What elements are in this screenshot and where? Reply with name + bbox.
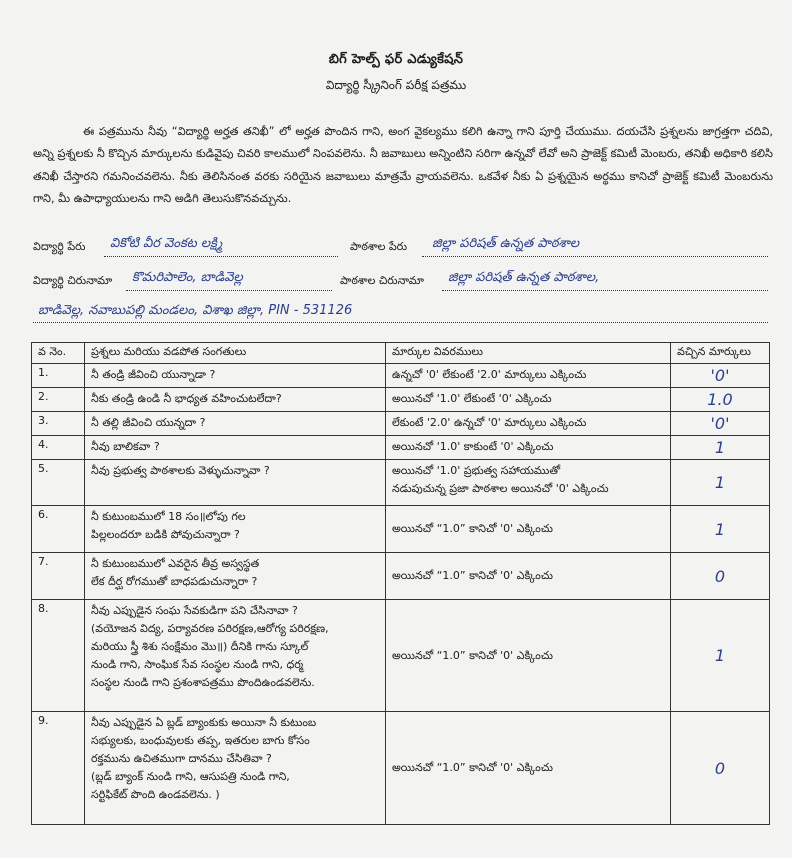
row-mark[interactable] bbox=[671, 436, 770, 460]
handwritten-mark: 1 bbox=[714, 519, 726, 539]
handwritten-mark: 1 bbox=[714, 646, 726, 665]
row-number: 4. bbox=[32, 436, 85, 460]
student-name-line bbox=[104, 256, 338, 257]
form-title: బిగ్ హెల్ప్ ఫర్ ఎడ్యుకేషన్ bbox=[328, 52, 464, 67]
row-number: 9. bbox=[32, 712, 85, 825]
school-name-value[interactable]: జిల్లా పరిషత్ ఉన్నత పాఠశాల bbox=[432, 236, 580, 251]
school-address-line bbox=[442, 290, 768, 291]
row-number: 3. bbox=[32, 412, 85, 436]
questions-table bbox=[31, 342, 770, 825]
header-mark-details: మార్కుల వివరములు bbox=[386, 343, 671, 364]
row-question: నీకు తండ్రి ఉండి నీ భాధ్యత వహించుటలేదా? bbox=[85, 388, 386, 412]
school-name-line bbox=[422, 256, 768, 257]
row-mark[interactable] bbox=[671, 388, 770, 412]
row-mark[interactable] bbox=[671, 460, 770, 506]
row-number: 5. bbox=[32, 460, 85, 506]
row-number: 7. bbox=[32, 553, 85, 600]
row-number: 8. bbox=[32, 600, 85, 712]
student-address-value[interactable]: కొమరిపాలెం, బాడివెల్ల bbox=[132, 270, 243, 285]
header-marks-obtained: వచ్చిన మార్కులు bbox=[671, 343, 770, 364]
school-address-label: పాఠశాల చిరునామా bbox=[340, 274, 424, 287]
table-row bbox=[32, 712, 770, 825]
student-address-line bbox=[126, 290, 332, 291]
row-question: నీ కుటుంబములో ఎవరైన తీవ్ర అస్వస్థత లేక దీర్ఘ రోగముతో బాధపడుచున్నారా ? bbox=[85, 553, 386, 600]
row-question: నీ తండ్రి జీవించి యున్నాడా ? bbox=[85, 364, 386, 388]
row-mark[interactable] bbox=[671, 506, 770, 553]
table-row bbox=[32, 388, 770, 412]
table-row bbox=[32, 436, 770, 460]
handwritten-mark: 1 bbox=[714, 438, 726, 457]
header-questions: ప్రశ్నలు మరియు వడపోత సంగతులు bbox=[85, 343, 386, 364]
row-criteria: లేకుంటే '2.0' ఉన్నచో '0' మార్కులు ఎక్కించు bbox=[386, 412, 671, 436]
student-address-label: విద్యార్థి చిరునామా bbox=[33, 274, 113, 287]
handwritten-mark: 1 bbox=[714, 473, 726, 492]
row-mark[interactable] bbox=[671, 553, 770, 600]
table-row bbox=[32, 600, 770, 712]
row-number: 1. bbox=[32, 364, 85, 388]
table-row bbox=[32, 460, 770, 506]
school-address-value[interactable]: జిల్లా పరిషత్ ఉన్నత పాఠశాల, bbox=[448, 270, 600, 285]
handwritten-mark: 1.0 bbox=[707, 390, 733, 409]
handwritten-mark: '0' bbox=[710, 366, 730, 385]
table-row bbox=[32, 506, 770, 553]
instructions-paragraph: ఈ పత్రమును నీవు “విద్యార్థి అర్హత తనిఖీ” లో అర్హత పొందిన గాని, అంగ వైకల్యము కలిగి ఉన్నా గాని పూర్తి చేయుము. దయచేసి ప్రశ్నలను జాగ్రత్తగా చదివి, అన్ని ప్రశ్నలకు నీ కొచ్చిన మార్కులను కుడివైపు చివరి కాలములో నింపవలెను. నీ జవాబులు అన్నింటిని సరిగా ఉన్నవో లేవో అని ప్రాజెక్ట్ కమిటీ మెంబరు, తనిఖీ అధికారి కలిసి తనిఖీ చేస్తారని గమనించవలెను. నీకు తెలిసినంత వరకు సరియైన జవాబులు మాత్రమే వ్రాయవలెను. ఒకవేళ నీకు ఏ ప్రశ్నయైన అర్థము కానిచో ప్రాజెక్ట్ కమిటీ మెంబరును గాని, మీ ఉపాధ్యాయులను గాని అడిగి తెలుసుకొనవచ్చును. bbox=[33, 125, 773, 205]
row-question: నీవు ఎప్పుడైన సంఘ సేవకుడిగా పని చేసినావా ? (వయోజన విద్య, పర్యావరణ పరిరక్షణ,ఆరోగ్య పరిరక్షణ, మరియు స్త్రీ శిశు సంక్షేమం మొ॥) దీనికి గాను స్కూల్ నుండి గాని, సాంఘిక సేవ సంస్థల నుండి గాని, ధర్మ సంస్థల నుండి గాని ప్రశంశాపత్రము పొందిఉండవలెను. bbox=[85, 600, 386, 712]
handwritten-mark: 0 bbox=[714, 758, 726, 778]
row-criteria: అయినచో “1.0” కానిచో '0' ఎక్కించు bbox=[386, 712, 671, 825]
row-criteria: అయినచో '1.0' ప్రభుత్వ సహాయముతో నడుపుచున్న ప్రజా పాఠశాల అయినచో '0' ఎక్కించు bbox=[386, 460, 671, 506]
row-mark[interactable] bbox=[671, 712, 770, 825]
row-criteria: అయినచో '1.0' కాకుంటే '0' ఎక్కించు bbox=[386, 436, 671, 460]
table-row bbox=[32, 553, 770, 600]
student-name-label: విద్యార్థి పేరు bbox=[33, 240, 86, 253]
handwritten-mark: 0 bbox=[714, 566, 726, 586]
table-row bbox=[32, 412, 770, 436]
row-number: 6. bbox=[32, 506, 85, 553]
row-mark[interactable] bbox=[671, 412, 770, 436]
student-name-value[interactable]: వికోటి వీర వెంకట లక్ష్మి bbox=[110, 236, 223, 251]
row-criteria: అయినచో “1.0” కానిచో '0' ఎక్కించు bbox=[386, 600, 671, 712]
header-serial-no: వ నెం. bbox=[32, 343, 85, 364]
row-mark[interactable] bbox=[671, 600, 770, 712]
table-header-row bbox=[32, 343, 770, 364]
row-question: నీ కుటుంబములో 18 సం॥లోపు గల పిల్లలందరూ బడికి పోవుచున్నారా ? bbox=[85, 506, 386, 553]
school-name-label: పాఠశాల పేరు bbox=[350, 240, 408, 253]
row-question: నీవు బాలికవా ? bbox=[85, 436, 386, 460]
row-number: 2. bbox=[32, 388, 85, 412]
row-question: నీవు ప్రభుత్వ పాఠశాలకు వెళ్ళుచున్నావా ? bbox=[85, 460, 386, 506]
form-subtitle: విద్యార్థి స్క్రీనింగ్ పరీక్ష పత్రము bbox=[325, 78, 467, 92]
row-question: నీవు ఎప్పుడైన ఏ బ్లడ్ బ్యాంకుకు అయినా నీ కుటుంబ సభ్యులకు, బంధువులకు తప్ప, ఇతరుల బాగు కోసం రక్తమును ఉచితముగా దానము చేసితివా ? (బ్లడ్ బ్యాంక్ నుండి గాని, ఆసుపత్రి నుండి గాని, సర్టిఫికేట్ పొంది ఉండవలెను. ) bbox=[85, 712, 386, 825]
row-mark[interactable] bbox=[671, 364, 770, 388]
row-criteria: అయినచో '1.0' లేకుంటే '0' ఎక్కించు bbox=[386, 388, 671, 412]
row-criteria: అయినచో “1.0” కానిచో '0' ఎక్కించు bbox=[386, 553, 671, 600]
row-criteria: ఉన్నచో '0' లేకుంటే '2.0' మార్కులు ఎక్కించు bbox=[386, 364, 671, 388]
handwritten-mark: '0' bbox=[710, 414, 730, 433]
address-line-2 bbox=[33, 322, 768, 323]
row-criteria: అయినచో “1.0” కానిచో '0' ఎక్కించు bbox=[386, 506, 671, 553]
row-question: నీ తల్లి జీవించి యున్నదా ? bbox=[85, 412, 386, 436]
address-line-2-value[interactable]: బాడివెల్ల, నవాబుపల్లి మండలం, విశాఖ జిల్లా, PIN - 531126 bbox=[38, 303, 353, 318]
table-row bbox=[32, 364, 770, 388]
